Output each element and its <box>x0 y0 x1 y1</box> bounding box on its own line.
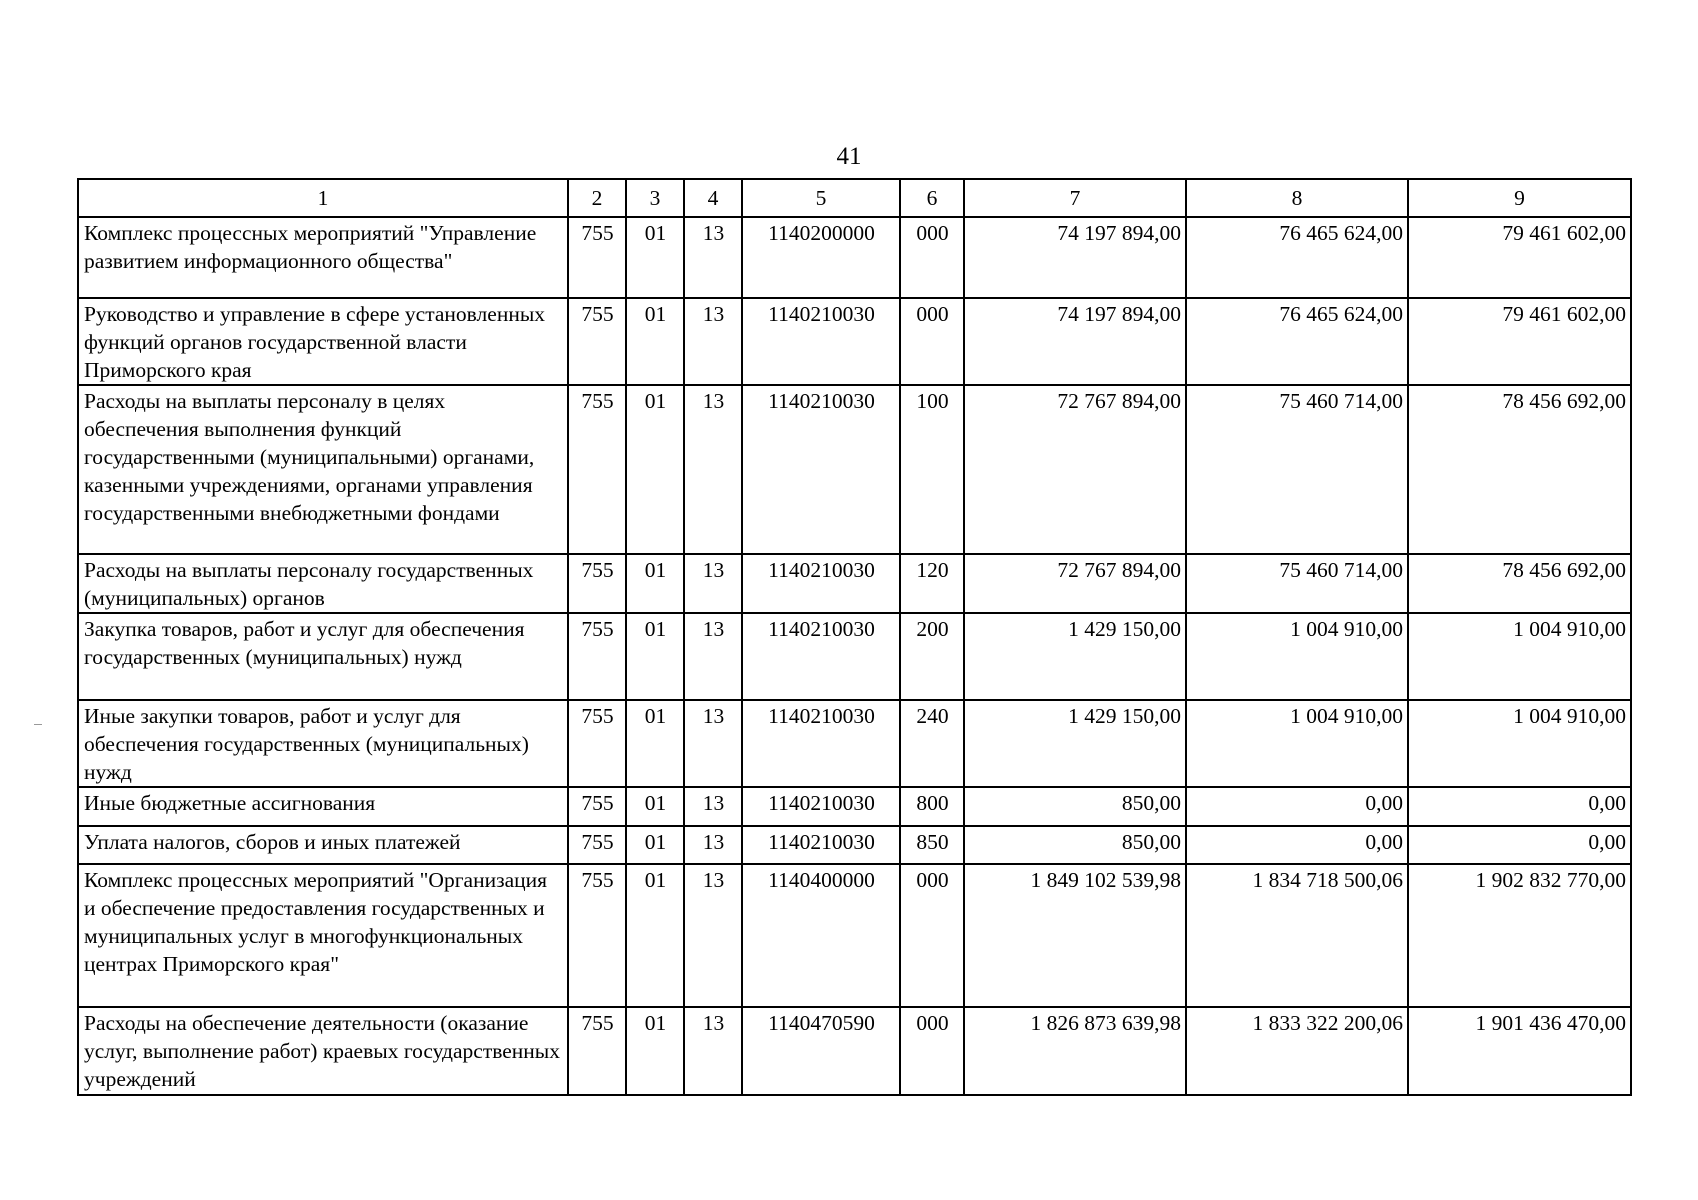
code-cell: 000 <box>900 1007 964 1095</box>
code-cell: 755 <box>568 554 626 613</box>
code-cell: 755 <box>568 613 626 700</box>
code-cell: 13 <box>684 787 742 826</box>
table-row <box>78 613 1631 700</box>
code-cell: 13 <box>684 554 742 613</box>
column-header: 7 <box>964 179 1186 217</box>
code-cell: 1140200000 <box>742 217 900 298</box>
code-cell: 13 <box>684 217 742 298</box>
code-cell: 800 <box>900 787 964 826</box>
code-cell: 1140210030 <box>742 298 900 385</box>
code-cell: 120 <box>900 554 964 613</box>
column-header: 4 <box>684 179 742 217</box>
code-cell: 1140400000 <box>742 864 900 1007</box>
amount-cell: 1 834 718 500,06 <box>1186 864 1408 1007</box>
row-name: Уплата налогов, сборов и иных платежей <box>78 826 568 864</box>
code-cell: 1140210030 <box>742 826 900 864</box>
amount-cell: 75 460 714,00 <box>1186 385 1408 554</box>
amount-cell: 74 197 894,00 <box>964 298 1186 385</box>
margin-mark <box>34 724 42 725</box>
amount-cell: 76 465 624,00 <box>1186 298 1408 385</box>
amount-cell: 76 465 624,00 <box>1186 217 1408 298</box>
column-header: 5 <box>742 179 900 217</box>
row-name: Руководство и управление в сфере установленных функций органов государственной власти Приморского края <box>78 298 568 385</box>
table-row <box>78 787 1631 826</box>
code-cell: 13 <box>684 700 742 787</box>
code-cell: 01 <box>626 826 684 864</box>
code-cell: 01 <box>626 700 684 787</box>
code-cell: 1140210030 <box>742 787 900 826</box>
code-cell: 1140470590 <box>742 1007 900 1095</box>
code-cell: 13 <box>684 385 742 554</box>
table-row <box>78 1007 1631 1095</box>
row-name: Расходы на обеспечение деятельности (оказание услуг, выполнение работ) краевых государственных учреждений <box>78 1007 568 1095</box>
column-header: 2 <box>568 179 626 217</box>
amount-cell: 74 197 894,00 <box>964 217 1186 298</box>
amount-cell: 1 429 150,00 <box>964 613 1186 700</box>
page-number: 41 <box>836 143 862 170</box>
amount-cell: 1 849 102 539,98 <box>964 864 1186 1007</box>
row-name: Расходы на выплаты персоналу в целях обеспечения выполнения функций государственными (муниципальными) органами, казенными учреждениями, органами управления государственными внебюджетными фондами <box>78 385 568 554</box>
table-row <box>78 700 1631 787</box>
amount-cell: 0,00 <box>1408 826 1631 864</box>
table-row <box>78 864 1631 1007</box>
amount-cell: 1 833 322 200,06 <box>1186 1007 1408 1095</box>
code-cell: 755 <box>568 700 626 787</box>
code-cell: 01 <box>626 613 684 700</box>
amount-cell: 0,00 <box>1186 826 1408 864</box>
code-cell: 01 <box>626 1007 684 1095</box>
code-cell: 01 <box>626 298 684 385</box>
amount-cell: 1 004 910,00 <box>1408 613 1631 700</box>
amount-cell: 1 826 873 639,98 <box>964 1007 1186 1095</box>
code-cell: 01 <box>626 864 684 1007</box>
code-cell: 1140210030 <box>742 554 900 613</box>
code-cell: 755 <box>568 385 626 554</box>
row-name: Комплекс процессных мероприятий "Организация и обеспечение предоставления государственных и муниципальных услуг в многофункциональных центрах Приморского края" <box>78 864 568 1007</box>
column-header: 8 <box>1186 179 1408 217</box>
amount-cell: 0,00 <box>1186 787 1408 826</box>
code-cell: 01 <box>626 385 684 554</box>
header-row <box>78 179 1631 217</box>
amount-cell: 78 456 692,00 <box>1408 554 1631 613</box>
code-cell: 850 <box>900 826 964 864</box>
code-cell: 01 <box>626 554 684 613</box>
code-cell: 1140210030 <box>742 700 900 787</box>
code-cell: 000 <box>900 217 964 298</box>
amount-cell: 1 004 910,00 <box>1186 700 1408 787</box>
amount-cell: 1 429 150,00 <box>964 700 1186 787</box>
amount-cell: 1 004 910,00 <box>1186 613 1408 700</box>
code-cell: 13 <box>684 864 742 1007</box>
amount-cell: 72 767 894,00 <box>964 385 1186 554</box>
amount-cell: 78 456 692,00 <box>1408 385 1631 554</box>
amount-cell: 1 902 832 770,00 <box>1408 864 1631 1007</box>
row-name: Комплекс процессных мероприятий "Управление развитием информационного общества" <box>78 217 568 298</box>
amount-cell: 72 767 894,00 <box>964 554 1186 613</box>
code-cell: 755 <box>568 217 626 298</box>
code-cell: 1140210030 <box>742 385 900 554</box>
table-row <box>78 298 1631 385</box>
amount-cell: 79 461 602,00 <box>1408 217 1631 298</box>
code-cell: 1140210030 <box>742 613 900 700</box>
amount-cell: 0,00 <box>1408 787 1631 826</box>
code-cell: 755 <box>568 826 626 864</box>
code-cell: 100 <box>900 385 964 554</box>
code-cell: 13 <box>684 826 742 864</box>
column-header: 3 <box>626 179 684 217</box>
code-cell: 000 <box>900 864 964 1007</box>
row-name: Иные закупки товаров, работ и услуг для обеспечения государственных (муниципальных) нужд <box>78 700 568 787</box>
amount-cell: 79 461 602,00 <box>1408 298 1631 385</box>
code-cell: 755 <box>568 864 626 1007</box>
amount-cell: 1 004 910,00 <box>1408 700 1631 787</box>
column-header: 6 <box>900 179 964 217</box>
column-header: 1 <box>78 179 568 217</box>
table-row <box>78 826 1631 864</box>
code-cell: 13 <box>684 298 742 385</box>
code-cell: 240 <box>900 700 964 787</box>
table-row <box>78 385 1631 554</box>
row-name: Закупка товаров, работ и услуг для обеспечения государственных (муниципальных) нужд <box>78 613 568 700</box>
amount-cell: 850,00 <box>964 787 1186 826</box>
table-row <box>78 554 1631 613</box>
code-cell: 000 <box>900 298 964 385</box>
budget-table <box>77 178 1632 1096</box>
row-name: Иные бюджетные ассигнования <box>78 787 568 826</box>
row-name: Расходы на выплаты персоналу государственных (муниципальных) органов <box>78 554 568 613</box>
amount-cell: 75 460 714,00 <box>1186 554 1408 613</box>
code-cell: 200 <box>900 613 964 700</box>
column-header: 9 <box>1408 179 1631 217</box>
code-cell: 01 <box>626 217 684 298</box>
table-row <box>78 217 1631 298</box>
code-cell: 755 <box>568 298 626 385</box>
amount-cell: 1 901 436 470,00 <box>1408 1007 1631 1095</box>
code-cell: 755 <box>568 1007 626 1095</box>
code-cell: 13 <box>684 613 742 700</box>
code-cell: 13 <box>684 1007 742 1095</box>
code-cell: 01 <box>626 787 684 826</box>
amount-cell: 850,00 <box>964 826 1186 864</box>
code-cell: 755 <box>568 787 626 826</box>
